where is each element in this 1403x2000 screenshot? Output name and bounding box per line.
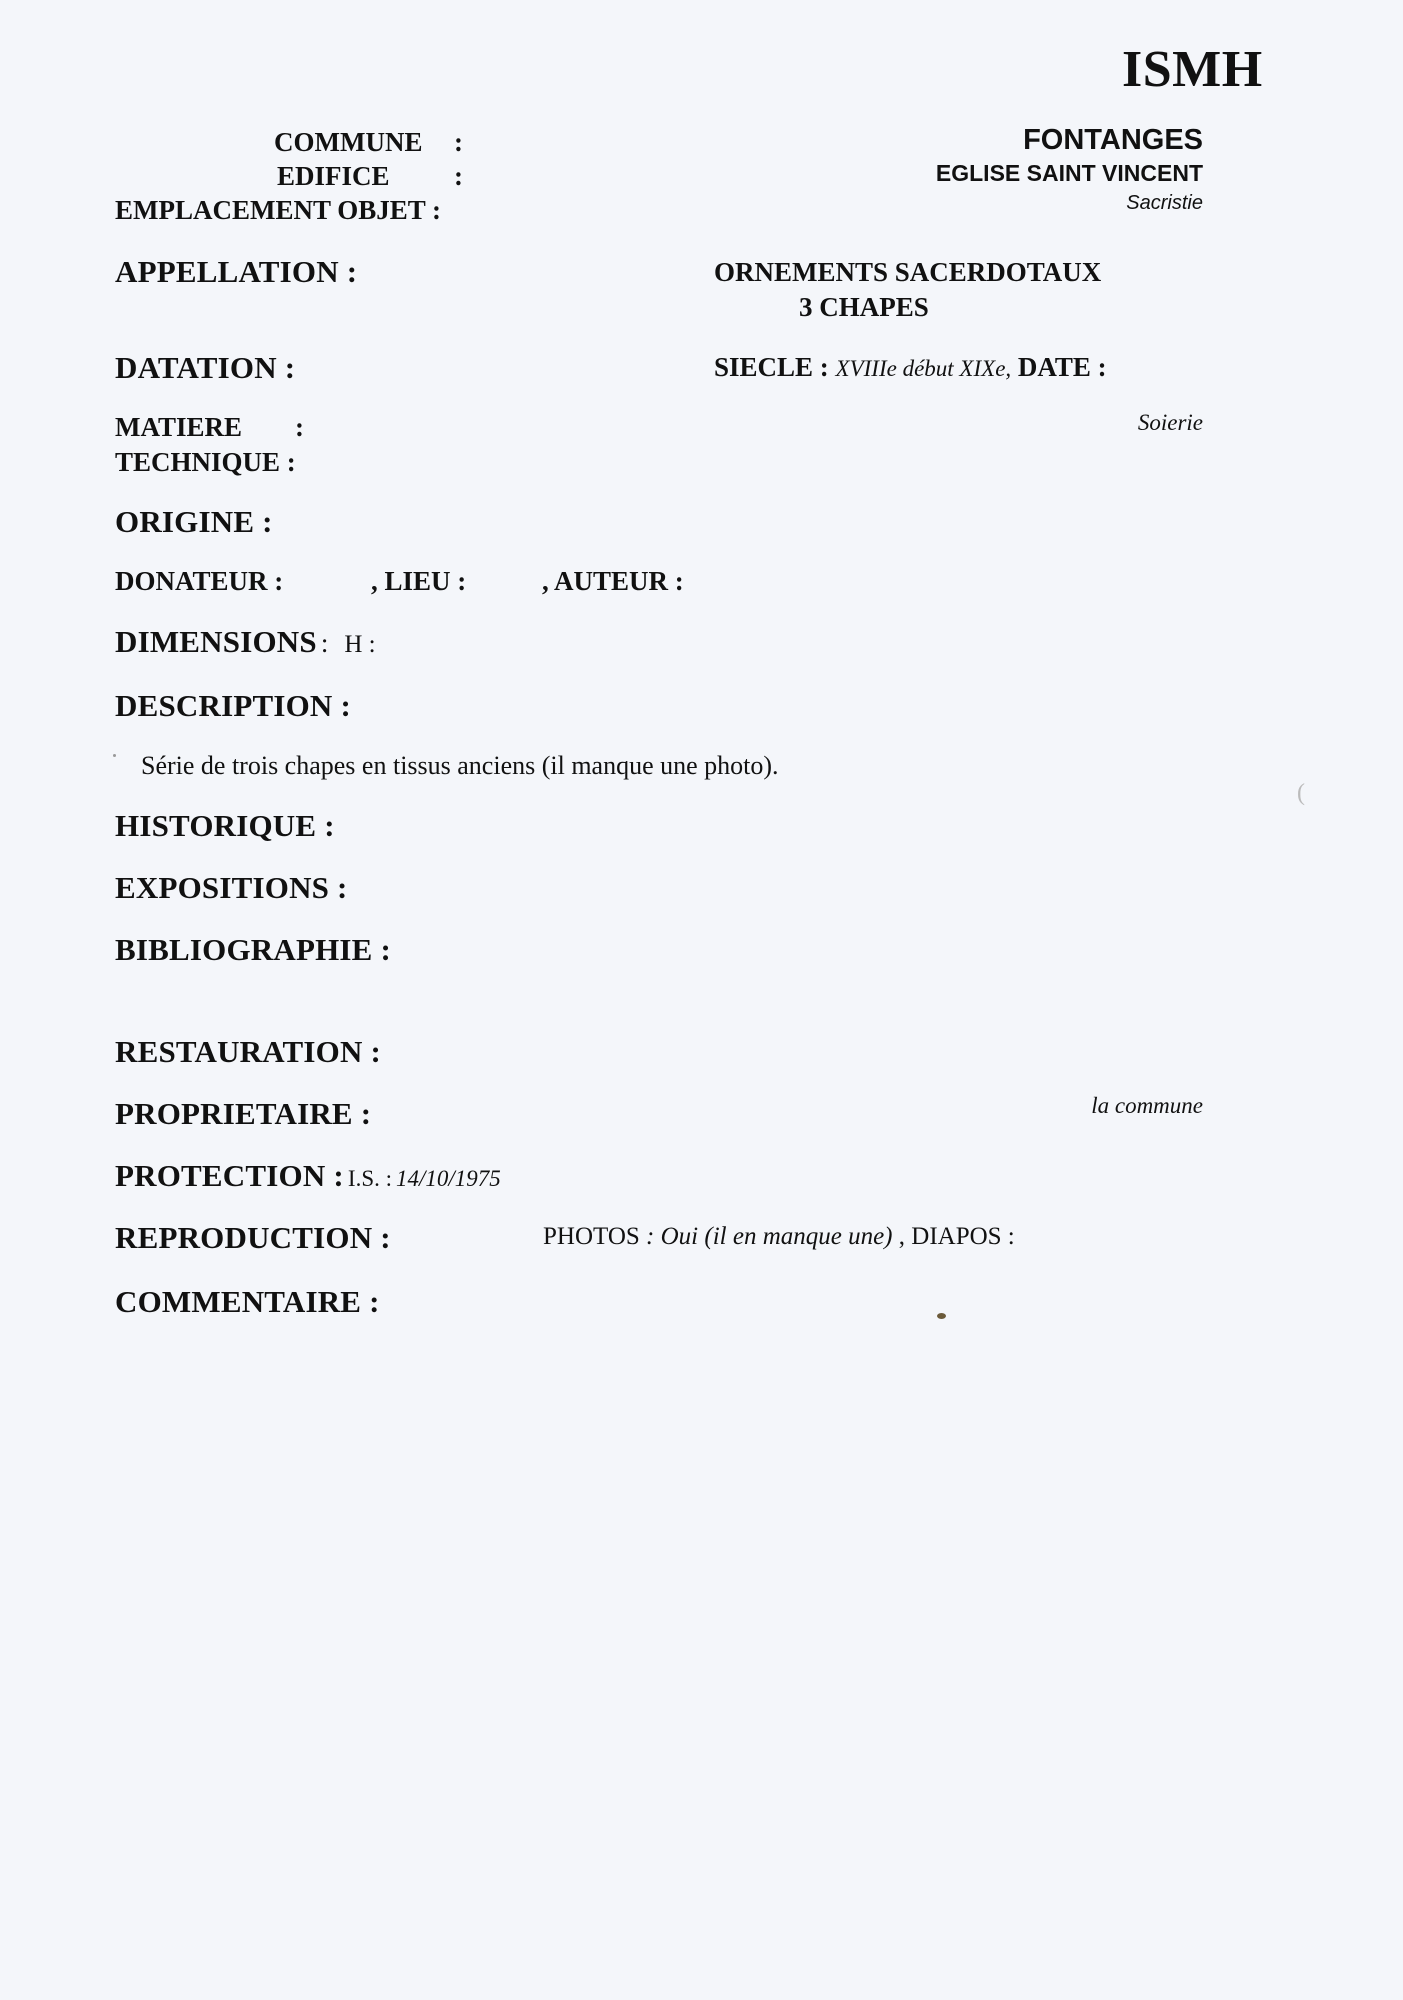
photos-label: PHOTOS	[543, 1223, 640, 1250]
description-label: DESCRIPTION :	[115, 688, 351, 723]
date-label: DATE :	[1017, 352, 1107, 382]
protection-row	[115, 1158, 501, 1194]
description-text: Série de trois chapes en tissus anciens (il manque une photo).	[141, 751, 779, 780]
siecle-label: SIECLE :	[714, 352, 829, 382]
dimensions-colon: :	[320, 628, 329, 658]
lieu-label: , LIEU :	[371, 566, 467, 596]
diapos-label: , DIAPOS :	[898, 1223, 1015, 1250]
bibliographie-label: BIBLIOGRAPHIE :	[115, 932, 392, 967]
emplacement-label: EMPLACEMENT OBJET :	[115, 195, 442, 225]
edifice-colon: :	[454, 161, 463, 191]
datation-label: DATATION :	[115, 350, 296, 385]
matiere-value: Soierie	[1137, 410, 1203, 435]
commune-colon: :	[454, 127, 463, 157]
scan-speck	[937, 1313, 946, 1319]
siecle-value: XVIIIe début XIXe,	[835, 356, 1012, 381]
edifice-value: EGLISE SAINT VINCENT	[935, 160, 1203, 186]
protection-label: PROTECTION :	[115, 1158, 344, 1193]
donateur-label: DONATEUR :	[115, 566, 284, 596]
dimensions-row	[115, 624, 376, 660]
dimensions-label: DIMENSIONS	[115, 624, 317, 659]
appellation-line2: 3 CHAPES	[799, 292, 929, 322]
historique-label: HISTORIQUE :	[115, 808, 335, 843]
commune-label: COMMUNE	[274, 127, 423, 157]
commentaire-label: COMMENTAIRE :	[115, 1284, 380, 1319]
reproduction-label: REPRODUCTION :	[115, 1220, 391, 1255]
expositions-label: EXPOSITIONS :	[115, 870, 348, 905]
scan-mark: (	[1297, 780, 1305, 806]
dimensions-h-label: H :	[344, 631, 376, 658]
technique-label: TECHNIQUE :	[115, 447, 296, 477]
matiere-label: MATIERE	[115, 412, 243, 442]
edifice-label: EDIFICE	[277, 161, 390, 191]
sheet-code: ISMH	[1122, 41, 1263, 98]
protection-date: 14/10/1975	[396, 1166, 501, 1191]
proprietaire-value: la commune	[1091, 1093, 1203, 1118]
commune-value: FONTANGES	[1023, 124, 1203, 156]
photos-colon: :	[646, 1223, 655, 1250]
appellation-line1: ORNEMENTS SACERDOTAUX	[714, 257, 1102, 287]
protection-type: I.S. :	[347, 1166, 392, 1191]
siecle-row	[714, 352, 1107, 383]
emplacement-value: Sacristie	[1126, 192, 1203, 214]
photos-value: Oui (il en manque une)	[660, 1223, 893, 1250]
origine-label: ORIGINE :	[115, 504, 273, 539]
auteur-label: , AUTEUR :	[542, 566, 684, 596]
proprietaire-label: PROPRIETAIRE :	[115, 1096, 372, 1131]
scan-speck	[113, 754, 116, 757]
appellation-label: APPELLATION :	[115, 254, 358, 289]
reproduction-detail	[543, 1223, 1015, 1251]
restauration-label: RESTAURATION :	[115, 1034, 382, 1069]
matiere-colon: :	[295, 412, 304, 442]
